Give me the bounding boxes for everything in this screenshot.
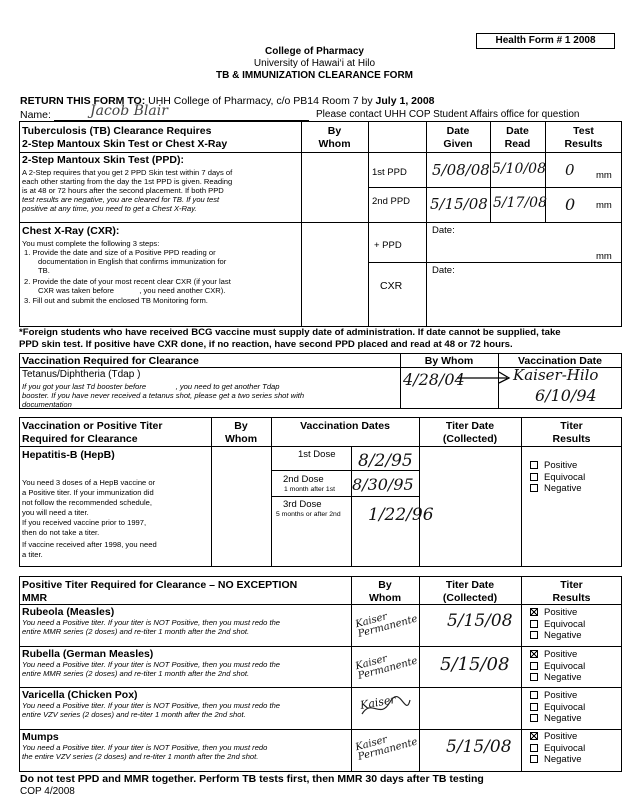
hepb-text1: You need 3 doses of a HepB vaccine or	[22, 478, 156, 487]
checkbox-icon[interactable]	[530, 755, 538, 763]
mumps-by-whom[interactable]: Kaiser Permanente	[354, 734, 419, 763]
tb-col-given: Given	[443, 138, 473, 150]
ppd2-label: 2nd PPD	[372, 196, 411, 207]
mumps-text2: the entire VZV series (2 doses) and re-titer 1 month after the 2nd shot.	[22, 752, 259, 761]
checkbox-icon[interactable]	[530, 691, 538, 699]
dose3-label: 3rd Dose	[283, 499, 322, 510]
hepb-header-2: Required for Clearance	[22, 433, 138, 445]
dose1-label: 1st Dose	[298, 449, 336, 460]
hepb-col-by: By	[234, 420, 248, 432]
mumps-option-negative[interactable]: Negative	[530, 754, 585, 766]
checkbox-icon[interactable]	[530, 714, 538, 722]
hepb-col-titer2: Titer	[560, 420, 583, 432]
mmr-row-mumps	[22, 731, 349, 761]
mmr-row-rubeola	[22, 606, 349, 636]
ppd-text5: positive at any time, you need to get a Chest X-Ray.	[22, 204, 197, 213]
ppd-text3: is at 48 or 72 hours after the second placement. If both PPD	[22, 186, 224, 195]
cxr-text3: TB.	[38, 266, 50, 275]
cxr-text2: documentation in English that confirms immunization for	[38, 257, 227, 266]
return-address: UHH College of Pharmacy, c/o PB14 Room 7 by	[148, 95, 373, 107]
hepb-header-1: Vaccination or Positive Titer	[22, 420, 163, 432]
ppd1-given[interactable]: 5/08/08	[432, 161, 490, 179]
hepb-title: Hepatitis-B (HepB)	[22, 449, 115, 461]
checkbox-icon[interactable]	[530, 744, 538, 752]
foreign-note-1: *Foreign students who have received BCG vaccine must supply date of administration. If date cannot be supplied, take	[19, 327, 561, 338]
checkbox-icon[interactable]	[530, 461, 538, 469]
varicella-results	[530, 690, 585, 725]
hepb-col-results: Results	[552, 433, 591, 445]
hepb-text5: If you received vaccine prior to 1997,	[22, 518, 147, 527]
hepb-option-negative[interactable]: Negative	[530, 483, 585, 495]
ppd-title: 2-Step Mantoux Skin Test (PPD):	[22, 154, 184, 166]
scribble-icon	[358, 690, 414, 726]
rubella-by-whom[interactable]: Kaiser Permanente	[354, 653, 419, 682]
tdap-text2: booster. If you have never received a tetanus shot, please get a two series shot with	[22, 391, 305, 400]
rubeola-option-positive[interactable]: Positive	[530, 607, 585, 619]
mmr-col-by: By	[378, 579, 392, 591]
cxr-label: CXR	[380, 280, 403, 292]
name-value[interactable]: Jacob Blair	[90, 103, 168, 119]
hepb-text3: not follow the recommended schedule,	[22, 498, 153, 507]
mmr-col-titer2: Titer	[560, 579, 583, 591]
mmr-row-varicella	[22, 689, 349, 719]
dose1-date[interactable]: 8/2/95	[358, 451, 413, 471]
varicella-text2: entire VZV series (2 doses) and re-titer 1 month after the 2nd shot.	[22, 710, 246, 719]
mmr-header-2: MMR	[22, 592, 48, 604]
varicella-title: Varicella (Chicken Pox)	[22, 689, 138, 701]
tb-col-results: Results	[564, 138, 603, 150]
mumps-option-equivocal[interactable]: Equivocal	[530, 743, 585, 755]
ppd1-read[interactable]: 5/10/08	[492, 161, 546, 177]
return-line	[20, 95, 435, 107]
plus-ppd-label: + PPD	[374, 240, 402, 251]
hepb-col-titer: Titer Date	[445, 420, 495, 432]
mmr-row-rubella	[22, 648, 349, 678]
mumps-title: Mumps	[22, 731, 59, 743]
checkbox-icon[interactable]	[530, 484, 538, 492]
rubella-text2: entire MMR series (2 doses) and re-titer 1 month after the 2nd shot.	[22, 669, 250, 678]
mmr-col-collected: (Collected)	[442, 592, 498, 604]
ppd-text2: each other starting from the day the 1st PPD is given. Reading	[22, 177, 233, 186]
cxr-text4: 2. Provide the date of your most recent clear CXR (if your last	[24, 277, 231, 286]
rubeola-option-negative[interactable]: Negative	[530, 630, 585, 642]
dose3-date[interactable]: 1/22/96	[368, 505, 434, 525]
tdap-col-date: Vaccination Date	[517, 355, 603, 367]
mmr-col-titer: Titer Date	[445, 579, 495, 591]
mmr-col-whom: Whom	[368, 592, 402, 604]
checkbox-checked-icon[interactable]	[530, 650, 538, 658]
tdap-col-by: By Whom	[424, 355, 474, 367]
mumps-text1: You need a Positive titer. If your titer is NOT Positive, then you must redo	[22, 743, 268, 752]
contact-note: Please contact UHH COP Student Affairs office for question	[316, 109, 580, 120]
cxr-date-label: Date:	[432, 265, 455, 276]
foreign-note-2: PPD skin test. If positive have CXR done, if no reaction, have second PPD placed and read at 48 or 72 hours.	[19, 339, 513, 350]
dose2-label: 2nd Dose	[283, 474, 324, 485]
tb-col-read: Read	[504, 138, 531, 150]
cxr-text5: CXR was taken before , you need another CXR).	[38, 286, 226, 295]
hepb-text6: then do not take a titer.	[22, 528, 100, 537]
checkbox-icon[interactable]	[530, 620, 538, 628]
checkbox-icon[interactable]	[530, 662, 538, 670]
rubella-titer-date[interactable]: 5/15/08	[440, 654, 510, 675]
rubella-option-equivocal[interactable]: Equivocal	[530, 661, 585, 673]
varicella-option-positive[interactable]: Positive	[530, 690, 585, 702]
pos-ppd-mm: mm	[596, 251, 612, 262]
ppd2-mm: mm	[596, 200, 612, 211]
tdap-title: Tetanus/Diphtheria (Tdap )	[22, 369, 141, 380]
rubeola-text2: entire MMR series (2 doses) and re-titer 1 month after the 2nd shot.	[22, 627, 250, 636]
rubeola-by-whom[interactable]: Kaiser Permanente	[354, 611, 419, 640]
mmr-header-1: Positive Titer Required for Clearance – NO EXCEPTION	[22, 579, 298, 591]
tb-col-test: Test	[573, 125, 594, 137]
ppd1-result[interactable]: 0	[565, 161, 575, 179]
checkbox-checked-icon[interactable]	[530, 608, 538, 616]
checkbox-icon[interactable]	[530, 703, 538, 711]
hepb-text4: you will need a titer.	[22, 508, 89, 517]
ppd2-given[interactable]: 5/15/08	[430, 195, 488, 213]
cxr-text6: 3. Fill out and submit the enclosed TB Monitoring form.	[24, 296, 208, 305]
tdap-text3: documentation	[22, 400, 72, 409]
ppd2-read[interactable]: 5/17/08	[493, 195, 547, 211]
cxr-text1: 1. Provide the date and size of a Positive PPD reading or	[24, 248, 216, 257]
cxr-title: Chest X-Ray (CXR):	[22, 225, 120, 237]
tdap-date-2[interactable]: 6/10/94	[535, 386, 597, 405]
ppd1-mm: mm	[596, 170, 612, 181]
rubella-option-negative[interactable]: Negative	[530, 672, 585, 684]
checkbox-checked-icon[interactable]	[530, 732, 538, 740]
checkbox-icon[interactable]	[530, 631, 538, 639]
dose2-note: 1 month after 1st	[284, 486, 336, 493]
tb-col-whom: Whom	[318, 138, 351, 150]
varicella-text1: You need a Positive titer. If your titer is NOT Positive, then you must redo the	[22, 701, 281, 710]
mmr-col-results: Results	[552, 592, 591, 604]
tb-col-by: By	[327, 125, 342, 137]
rubeola-results	[530, 607, 585, 642]
rubella-option-positive[interactable]: Positive	[530, 649, 585, 661]
varicella-by-whom[interactable]: Kaiser	[359, 692, 397, 713]
rubella-results	[530, 649, 585, 684]
tb-col-date: Date	[446, 125, 470, 137]
footer-code: COP 4/2008	[20, 786, 75, 797]
mumps-option-positive[interactable]: Positive	[530, 731, 585, 743]
hepb-col-whom: Whom	[224, 433, 258, 445]
hepb-text2: a Positive titer. If your immunization did	[22, 488, 154, 497]
university-name: University of Hawai‘i at Hilo	[253, 58, 376, 69]
hepb-text7: If vaccine received after 1998, you need	[22, 540, 157, 549]
hepb-col-dates: Vaccination Dates	[300, 420, 390, 432]
tdap-by-whom[interactable]: 4/28/04	[403, 370, 465, 389]
form-title: TB & IMMUNIZATION CLEARANCE FORM	[215, 70, 414, 81]
return-deadline: July 1, 2008	[375, 95, 435, 107]
ppd-date-label: Date:	[432, 225, 455, 236]
hepb-text8: a titer.	[22, 550, 43, 559]
hepb-option-positive[interactable]: Positive	[530, 460, 585, 472]
ppd1-label: 1st PPD	[372, 167, 407, 178]
varicella-option-equivocal[interactable]: Equivocal	[530, 702, 585, 714]
hepb-col-collected: (Collected)	[442, 433, 498, 445]
form-number: Health Form # 1 2008	[476, 33, 615, 49]
rubeola-text1: You need a Positive titer. If your titer is NOT Positive, then you must redo the	[22, 618, 281, 627]
tb-header-line2: 2-Step Mantoux Skin Test or Chest X-Ray	[22, 138, 228, 150]
hepb-option-equivocal[interactable]: Equivocal	[530, 472, 585, 484]
ppd2-result[interactable]: 0	[565, 195, 576, 214]
tdap-text1: If you got your last Td booster before , you need to get another Tdap	[22, 382, 280, 391]
rubella-text1: You need a Positive titer. If your titer is NOT Positive, then you must redo the	[22, 660, 281, 669]
return-prefix: RETURN THIS FORM TO:	[20, 95, 146, 107]
tb-col-date2: Date	[506, 125, 529, 137]
hepb-results	[530, 460, 585, 495]
name-label: Name:	[20, 109, 51, 121]
dose3-note: 5 months or after 2nd	[276, 511, 341, 518]
tdap-date-1[interactable]: Kaiser-Hilo	[513, 366, 599, 384]
ppd-text1: A 2-Step requires that you get 2 PPD Skin test within 7 days of	[22, 168, 233, 177]
tdap-header: Vaccination Required for Clearance	[22, 355, 199, 367]
ppd-text4: test results are negative, you are cleared for TB. If you test	[22, 195, 220, 204]
rubeola-option-equivocal[interactable]: Equivocal	[530, 619, 585, 631]
mumps-results	[530, 731, 585, 766]
footer-note: Do not test PPD and MMR together. Perform TB tests first, then MMR 30 days after TB testing	[20, 773, 484, 785]
college-name: College of Pharmacy	[265, 46, 364, 57]
rubeola-titer-date[interactable]: 5/15/08	[447, 611, 513, 631]
checkbox-icon[interactable]	[530, 673, 538, 681]
rubella-title: Rubella (German Measles)	[22, 648, 154, 660]
arrow-icon	[455, 370, 515, 384]
tb-header-line1: Tuberculosis (TB) Clearance Requires	[22, 125, 212, 137]
cxr-text0: You must complete the following 3 steps:	[22, 239, 160, 248]
rubeola-title: Rubeola (Measles)	[22, 606, 115, 618]
checkbox-icon[interactable]	[530, 473, 538, 481]
varicella-option-negative[interactable]: Negative	[530, 713, 585, 725]
dose2-date[interactable]: 8/30/95	[352, 475, 414, 494]
mumps-titer-date[interactable]: 5/15/08	[446, 737, 512, 757]
